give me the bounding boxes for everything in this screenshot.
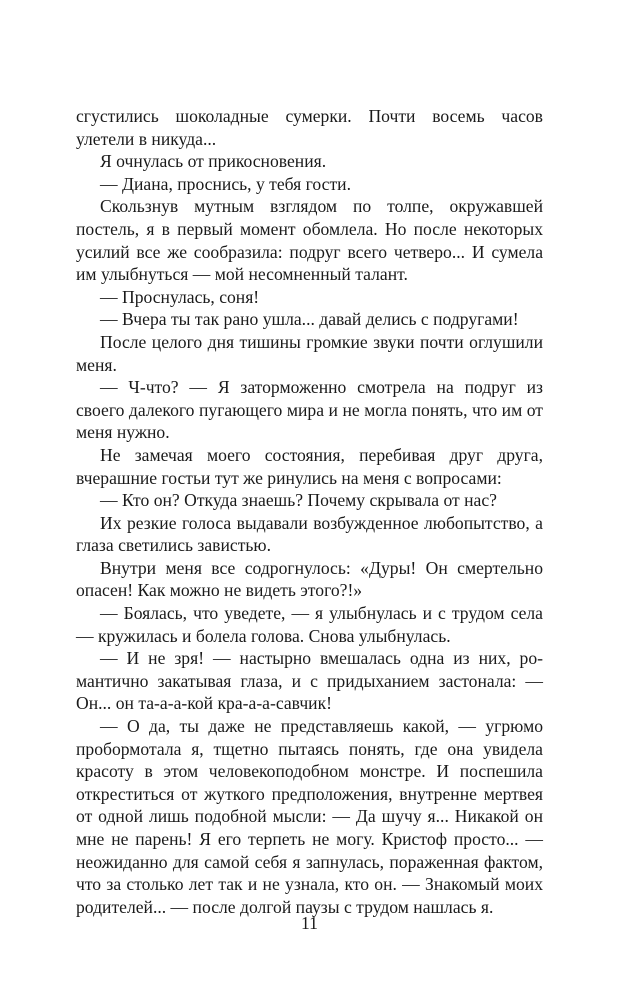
paragraph: Скользнув мутным взглядом по толпе, окружавшей постель, я в первый момент обомлела. Но после некоторых усилий все же сообразила: подруг всего четверо... И сумела им улыбнуться — мой несомненный талант.	[76, 196, 543, 285]
page-number: 11	[301, 913, 318, 933]
paragraph: — Кто он? Откуда знаешь? Почему скрывала от нас?	[100, 490, 497, 511]
paragraph: — Вчера ты так рано ушла... давай делись с подругами!	[100, 309, 519, 330]
paragraph: сгустились шоколадные сумерки. Почти восемь часов улетели в никуда...	[76, 106, 543, 149]
paragraph: — Диана, проснись, у тебя гости.	[100, 173, 351, 194]
paragraph: Их резкие голоса выдавали возбужденное любопытство, а глаза светились завистью.	[76, 512, 543, 556]
paragraph: После целого дня тишины громкие звуки почти оглушили меня.	[76, 331, 543, 375]
paragraph: — И не зря! — настырно вмешалась одна из них, романтично закатывая глаза, и с придыханием застонала: — Он... он та-а-а-кой кра-а-а-савчик!	[76, 648, 543, 714]
paragraph: — Проснулась, соня!	[100, 286, 260, 307]
paragraph: — О да, ты даже не представляешь какой, — угрюмо пробормотала я, тщетно пытаясь понять, где она увидела красоту в этом человекоподобном монстре. И поспешила откреститься от жуткого предположения, внутренне мертвея от одной лишь подобной мысли: — Да шучу я... Никакой он мне не парень! Я его терпеть не могу. Кристоф просто... — неожиданно для самой себя я запнулась, пораженная фактом, что за столько лет так и не узнала, кто он. — Знакомый моих родителей... — после долгой паузы с трудом нашлась я.	[76, 716, 543, 917]
book-page-text	[76, 105, 543, 918]
paragraph: Я очнулась от прикосновения.	[100, 151, 327, 172]
paragraph: Внутри меня все содрогнулось: «Дуры! Он смертельно опасен! Как можно не видеть этого?!»	[76, 557, 543, 601]
paragraph: Не замечая моего состояния, перебивая друг друга, вчерашние гостьи тут же ринулись на меня с вопросами:	[76, 444, 543, 488]
paragraph: — Ч-что? — Я заторможенно смотрела на подруг из своего далекого пугающего мира и не могла понять, что им от меня нужно.	[76, 377, 543, 443]
paragraph: — Боялась, что уведете, — я улыбнулась и с трудом села — кружилась и болела голова. Снова улыбнулась.	[76, 603, 543, 646]
